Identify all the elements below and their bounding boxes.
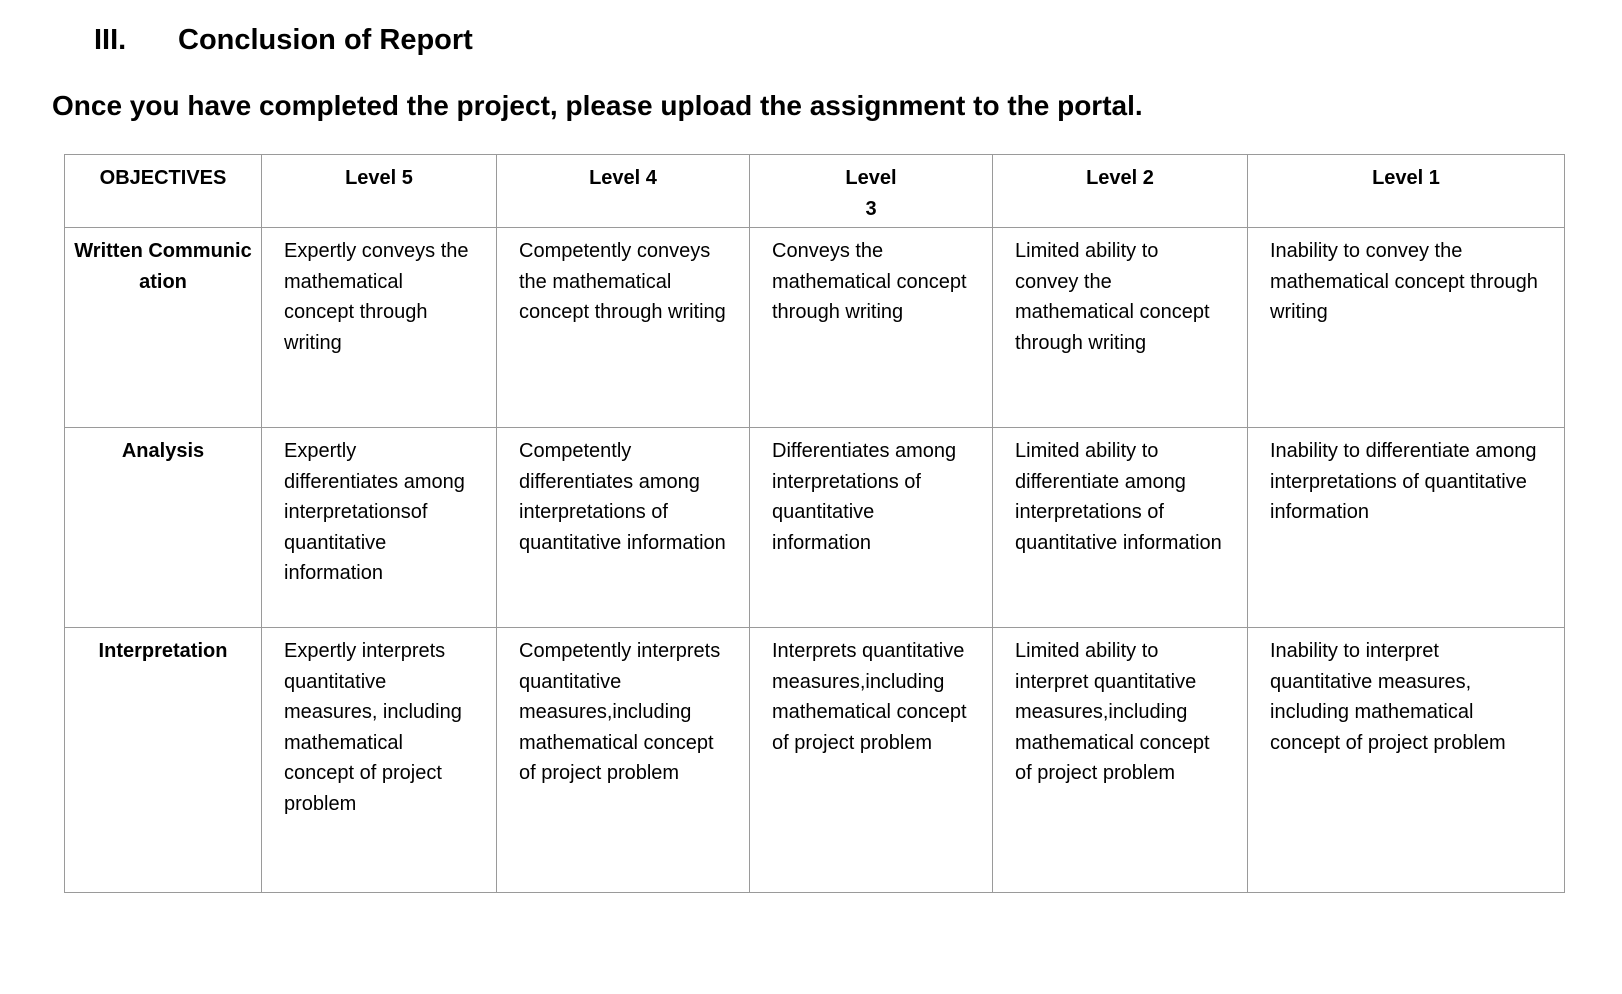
section-title: Conclusion of Report [178,24,473,56]
table-row [65,628,1565,893]
table-cell: Competently conveys the mathematical concept through writing [497,228,750,428]
header-level-5: Level 5 [262,155,497,228]
section-number: III. [94,24,127,56]
header-level-2: Level 2 [993,155,1248,228]
table-cell: Competently differentiates among interpretations of quantitative information [497,428,750,628]
table-cell: Limited ability to differentiate among interpretations of quantitative information [993,428,1248,628]
table-cell: Differentiates among interpretations of quantitative information [750,428,993,628]
header-level-4: Level 4 [497,155,750,228]
header-level-1: Level 1 [1248,155,1565,228]
table-cell: Inability to differentiate among interpretations of quantitative information [1248,428,1565,628]
objective-written-communication: Written Communication [65,228,262,428]
rubric-header-row [65,155,1565,228]
table-cell: Expertly conveys the mathematical concept through writing [262,228,497,428]
table-cell: Limited ability to convey the mathematical concept through writing [993,228,1248,428]
objective-analysis: Analysis [65,428,262,628]
table-cell: Expertly interprets quantitative measures, including mathematical concept of project problem [262,628,497,893]
header-level-3-label: Level 3 [845,167,897,220]
table-row [65,228,1565,428]
section-heading [94,20,473,60]
objective-interpretation: Interpretation [65,628,262,893]
table-cell: Conveys the mathematical concept through writing [750,228,993,428]
table-cell: Inability to interpret quantitative measures, including mathematical concept of project problem [1248,628,1565,893]
header-objectives: OBJECTIVES [65,155,262,228]
table-cell: Competently interprets quantitative measures,including mathematical concept of project problem [497,628,750,893]
rubric-table [64,154,1565,893]
table-cell: Expertly differentiates among interpretationsof quantitative information [262,428,497,628]
header-level-3 [750,155,993,228]
table-row [65,428,1565,628]
table-cell: Inability to convey the mathematical concept through writing [1248,228,1565,428]
upload-instruction: Once you have completed the project, please upload the assignment to the portal. [52,90,1143,121]
table-cell: Limited ability to interpret quantitative measures,including mathematical concept of project problem [993,628,1248,893]
table-cell: Interprets quantitative measures,including mathematical concept of project problem [750,628,993,893]
